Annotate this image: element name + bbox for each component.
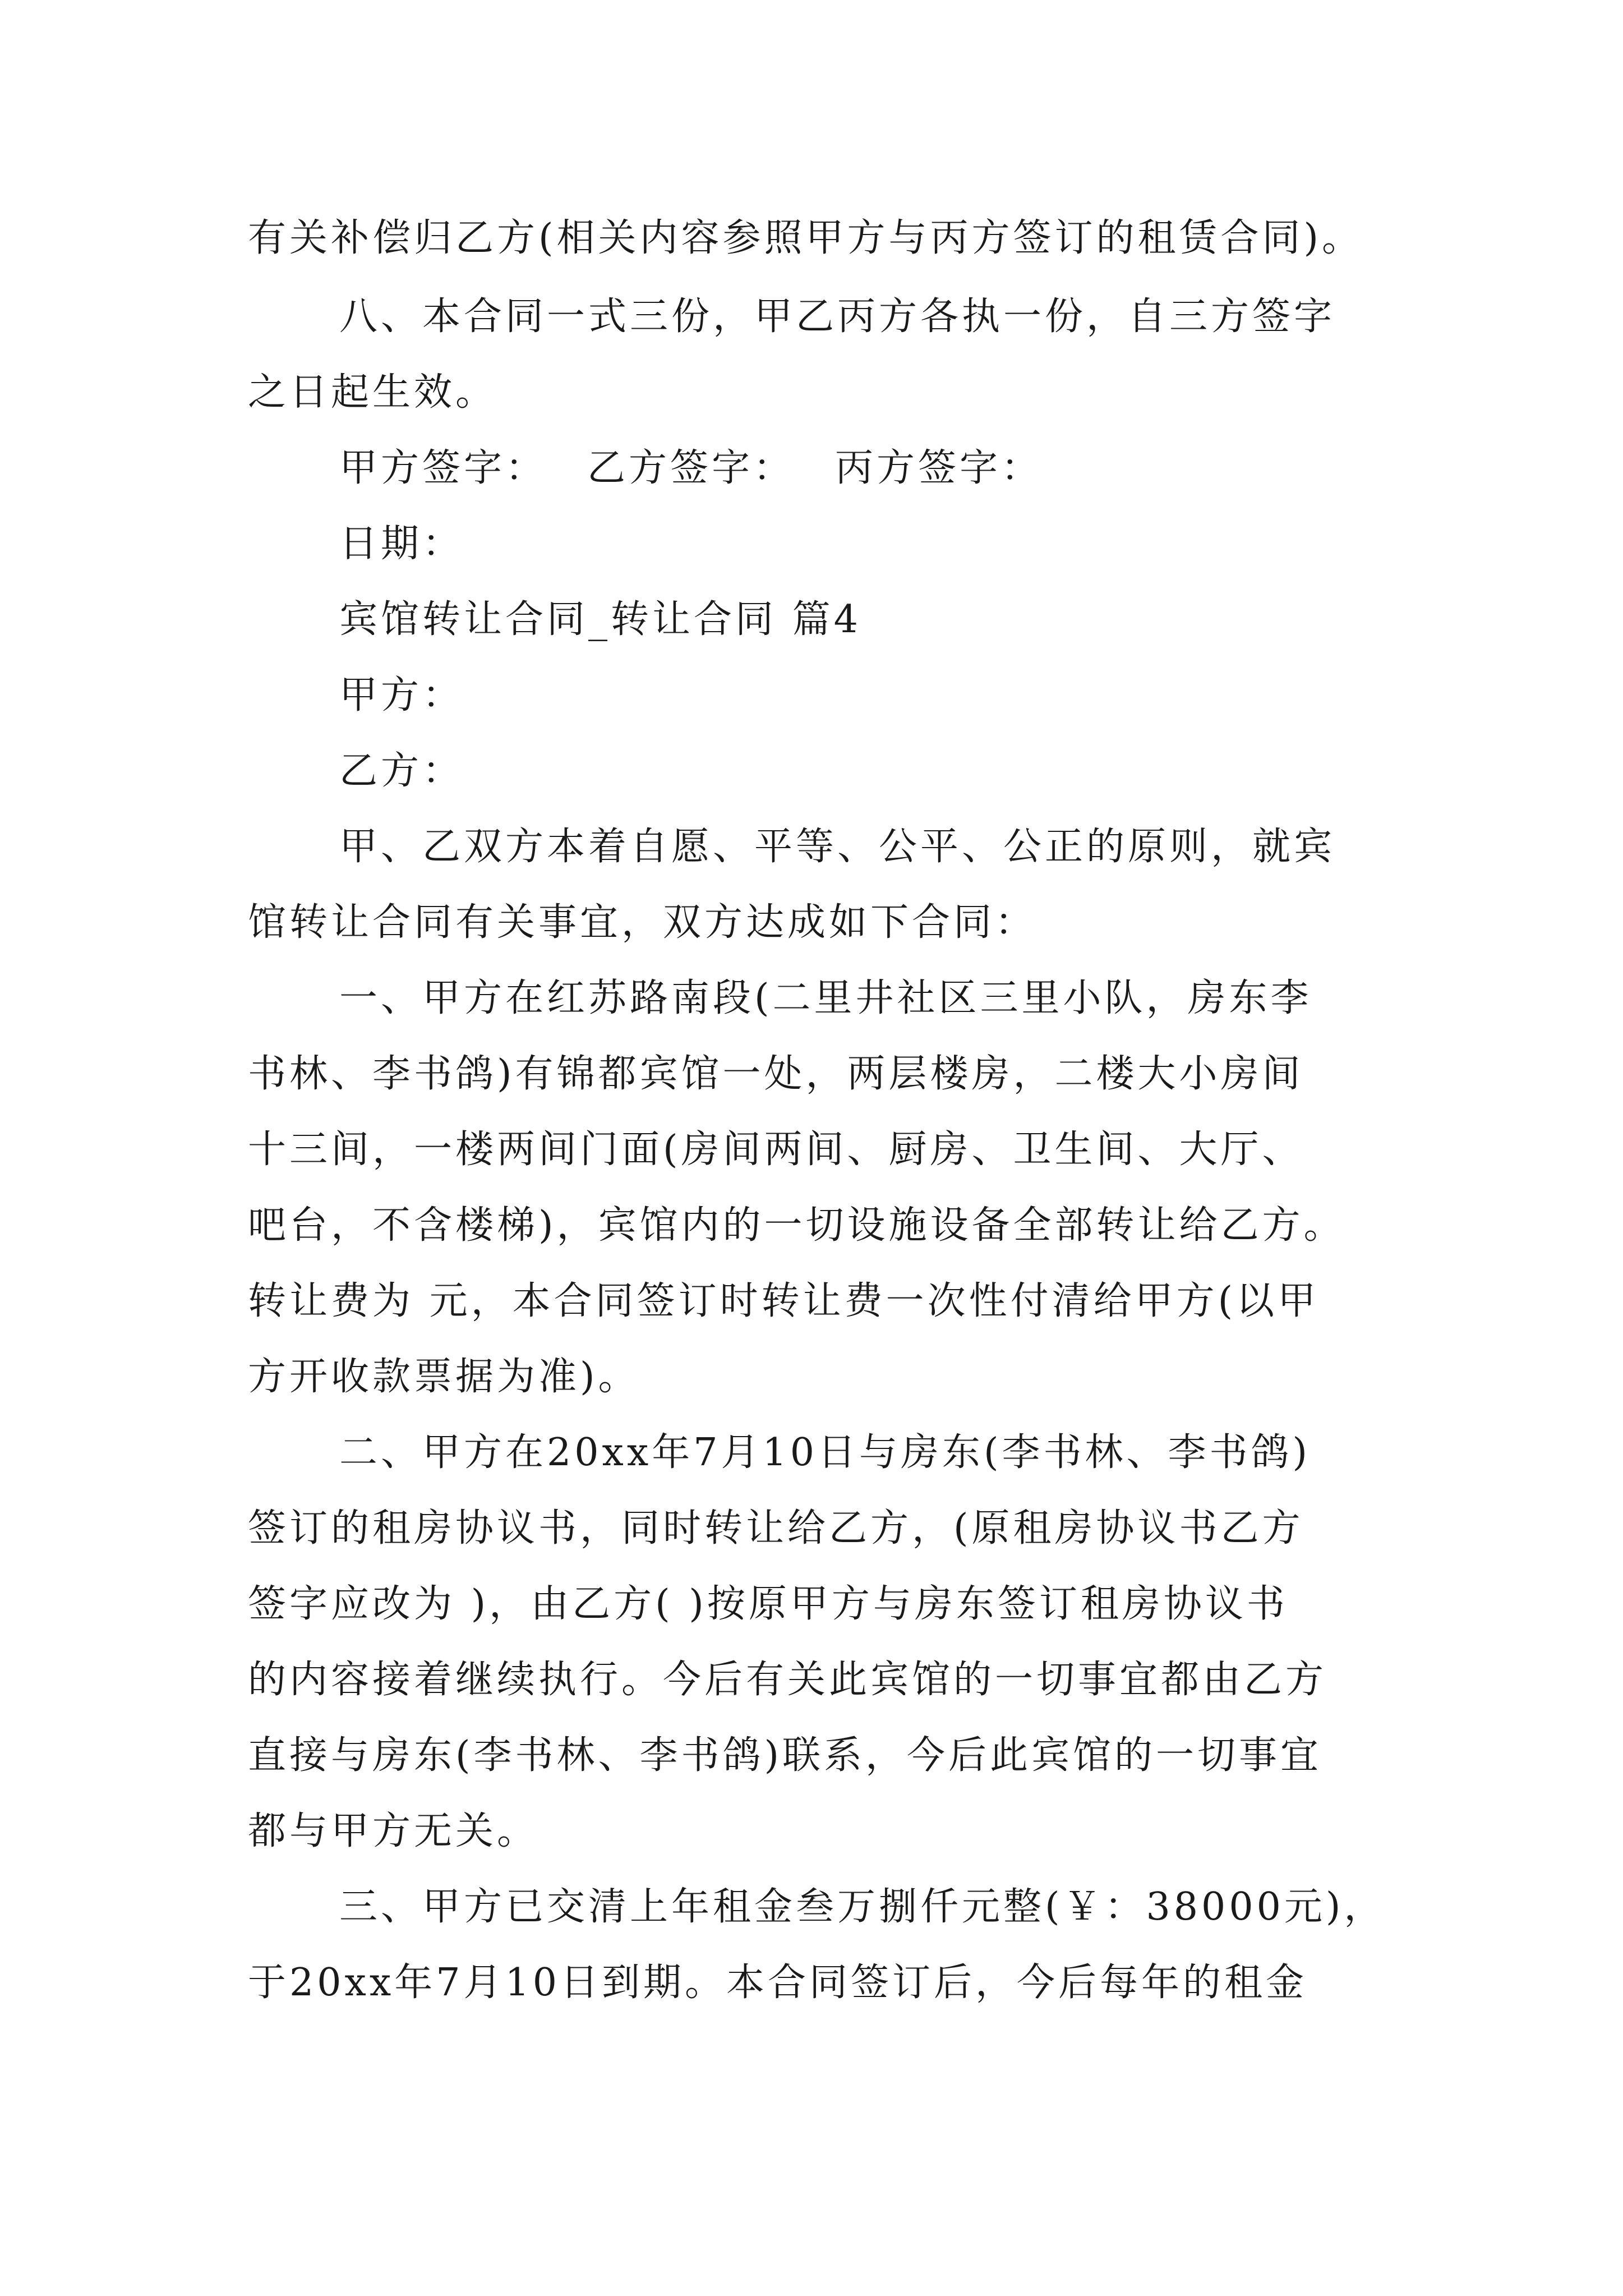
text-line: 的内容接着继续执行。今后有关此宾馆的一切事宜都由乙方 xyxy=(248,1658,1327,1702)
text-line: 二、甲方在20xx年7月10日与房东(李书林、李书鸽) xyxy=(339,1430,1311,1475)
text-line: 签订的租房协议书，同时转让给乙方，(原租房协议书乙方 xyxy=(248,1506,1304,1550)
text-line: 甲、乙双方本着自愿、平等、公平、公正的原则，就宾 xyxy=(339,825,1336,869)
text-line: 转让费为 元，本合同签订时转让费一次性付清给甲方(以甲 xyxy=(248,1279,1320,1323)
text-line: 直接与房东(李书林、李书鸽)联系，今后此宾馆的一切事宜 xyxy=(248,1733,1322,1778)
date-label: 日期： xyxy=(339,522,464,566)
text-line: 馆转让合同有关事宜，双方达成如下合同： xyxy=(248,900,1037,945)
party-a-signature-label: 甲方签字： xyxy=(339,446,547,490)
signature-row xyxy=(339,443,1083,494)
text-line: 书林、李书鸽)有锦都宾馆一处，两层楼房，二楼大小房间 xyxy=(248,1052,1304,1096)
text-line: 之日起生效。 xyxy=(248,370,497,415)
party-b-signature-label: 乙方签字： xyxy=(587,446,795,490)
party-c-signature-label: 丙方签字： xyxy=(835,446,1043,490)
text-line: 一、甲方在红苏路南段(二里井社区三里小队，房东李 xyxy=(339,976,1312,1020)
party-a-label: 甲方： xyxy=(339,673,464,717)
text-line: 都与甲方无关。 xyxy=(248,1809,539,1853)
text-line: 八、本合同一式三份，甲乙丙方各执一份，自三方签字 xyxy=(339,295,1336,339)
text-line: 方开收款票据为准)。 xyxy=(248,1355,640,1399)
text-line: 吧台，不含楼梯)，宾馆内的一切设施设备全部转让给乙方。 xyxy=(248,1203,1345,1248)
text-line: 于20xx年7月10日到期。本合同签订后，今后每年的租金 xyxy=(248,1961,1308,2005)
text-line: 签字应改为 )，由乙方( )按原甲方与房东签订租房协议书 xyxy=(248,1582,1288,1626)
text-line: 三、甲方已交清上年租金叁万捌仟元整(￥：38000元)， xyxy=(339,1885,1386,1929)
text-line: 有关补偿归乙方(相关内容参照甲方与丙方签订的租赁合同)。 xyxy=(248,216,1364,260)
party-b-label: 乙方： xyxy=(339,749,464,793)
text-line: 十三间，一楼两间门面(房间两间、厨房、卫生间、大厅、 xyxy=(248,1128,1304,1172)
section-title: 宾馆转让合同_转让合同 篇4 xyxy=(339,597,861,642)
